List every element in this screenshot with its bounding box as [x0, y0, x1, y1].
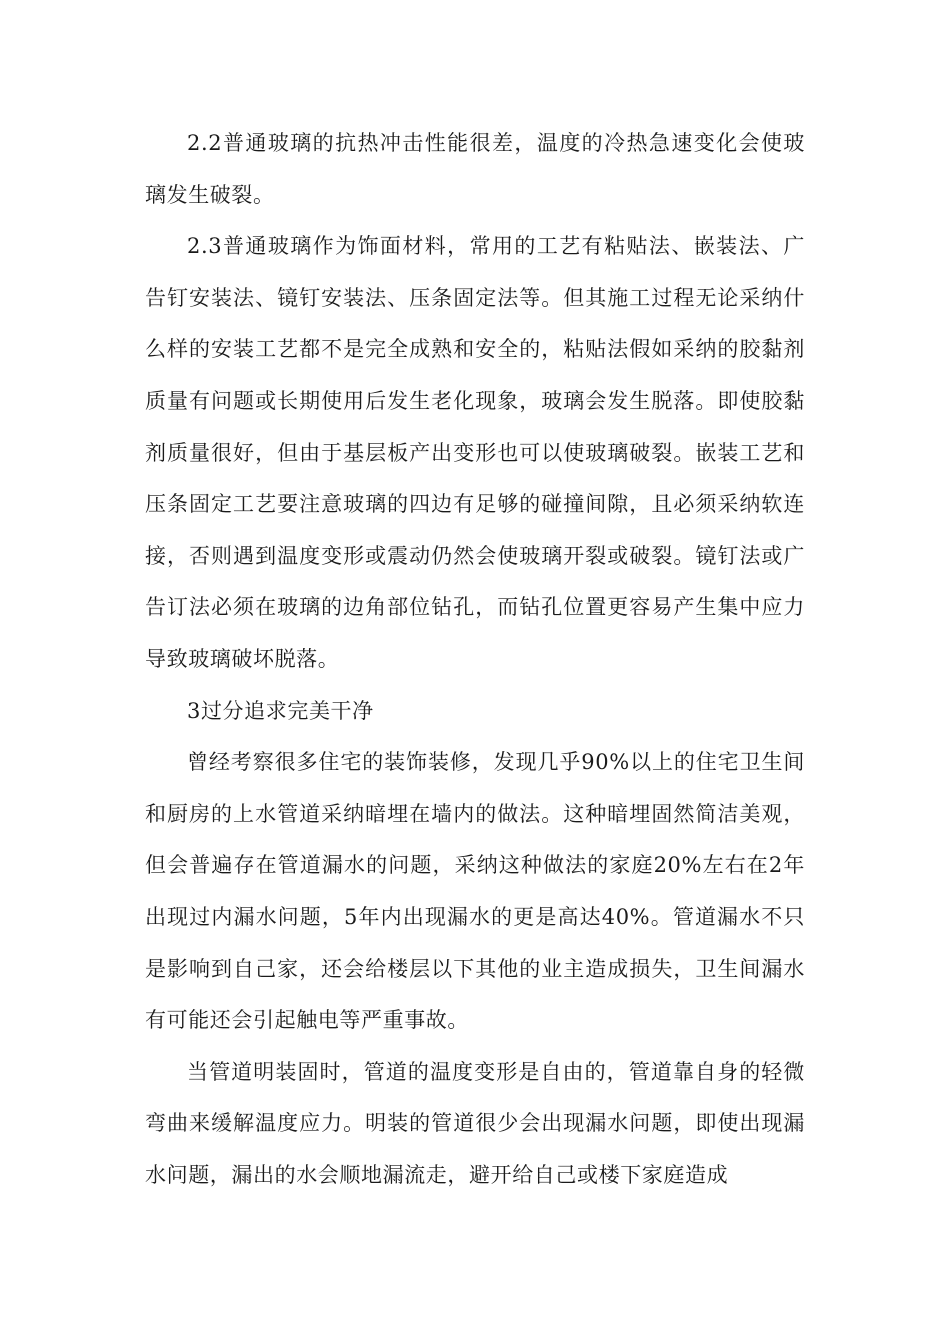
- paragraph-2-3: 2.3普通玻璃作为饰面材料，常用的工艺有粘贴法、嵌装法、广告钉安装法、镜钉安装法、压条固定法等。但其施工过程无论采纳什么样的安装工艺都不是完全成熟和安全的，粘贴法假如采纳的胶黏剂质量有问题或长期使用后发生老化现象，玻璃会发生脱落。即使胶黏剂质量很好，但由于基层板产出变形也可以使玻璃破裂。嵌装工艺和压条固定工艺要注意玻璃的四边有足够的碰撞间隙，且必须采纳软连接，否则遇到温度变形或震动仍然会使玻璃开裂或破裂。镜钉法或广告订法必须在玻璃的边角部位钻孔，而钻孔位置更容易产生集中应力导致玻璃破坏脱落。: [145, 234, 805, 671]
- paragraph-exposed-pipes: 当管道明装固时，管道的温度变形是自由的，管道靠自身的轻微弯曲来缓解温度应力。明装的管道很少会出现漏水问题，即使出现漏水问题，漏出的水会顺地漏流走，避开给自己或楼下家庭造成: [145, 1059, 805, 1187]
- section-heading-3: 3过分追求完美干净: [187, 698, 374, 723]
- paragraph-pipes-survey: 曾经考察很多住宅的装饰装修，发现几乎90%以上的住宅卫生间和厨房的上水管道采纳暗埋在墙内的做法。这种暗埋固然简洁美观，但会普遍存在管道漏水的问题，采纳这种做法的家庭20%左右在2年出现过内漏水问题，5年内出现漏水的更是高达40%。管道漏水不只是影响到自己家，还会给楼层以下其他的业主造成损失，卫生间漏水有可能还会引起触电等严重事故。: [145, 750, 805, 1033]
- paragraph-2-2: 2.2普通玻璃的抗热冲击性能很差，温度的冷热急速变化会使玻璃发生破裂。: [145, 131, 805, 207]
- document-body: [145, 118, 805, 1201]
